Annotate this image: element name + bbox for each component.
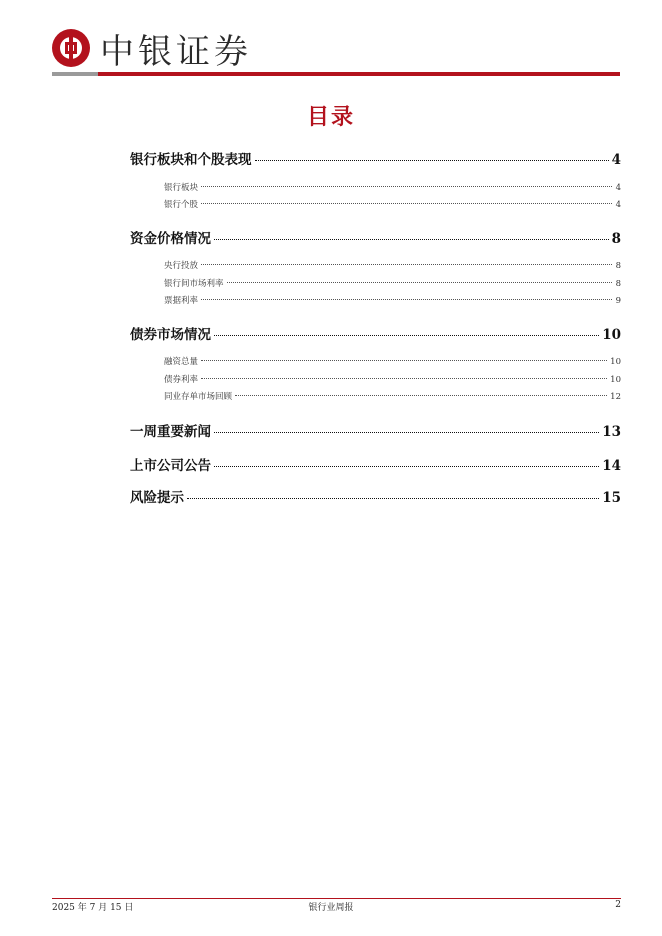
toc-entry[interactable]: [130, 227, 621, 247]
toc-entry-page: 8: [615, 279, 621, 289]
toc-entry-label: 债券市场情况: [130, 327, 211, 343]
toc-entry-page: 9: [615, 296, 621, 306]
leader-dots: [214, 239, 609, 240]
leader-dots: [201, 203, 612, 204]
toc-entry-label: 一周重要新闻: [130, 424, 211, 440]
toc-entry-page: 15: [602, 490, 621, 506]
leader-dots: [201, 186, 612, 187]
toc-entry-page: 10: [610, 357, 621, 367]
brand-logo: [52, 26, 252, 70]
toc-entry[interactable]: [130, 259, 621, 271]
toc-entry-page: 10: [610, 375, 621, 385]
toc-entry[interactable]: [130, 454, 621, 474]
leader-dots: [227, 282, 612, 283]
bank-logo-icon: [52, 29, 90, 67]
toc-entry[interactable]: [130, 277, 621, 289]
toc-entry[interactable]: [130, 390, 621, 402]
footer-page-number: 2: [615, 900, 621, 910]
toc-entry[interactable]: [130, 294, 621, 306]
toc-entry-page: 4: [611, 152, 621, 168]
toc-entry-label: 上市公司公告: [130, 458, 211, 474]
footer-date: 2025 年 7 月 15 日: [52, 903, 134, 913]
footer-divider: [52, 898, 621, 899]
toc-entry-label: 银行板块: [164, 183, 199, 193]
toc-entry[interactable]: [130, 355, 621, 367]
toc-entry-page: 4: [615, 200, 621, 210]
toc-entry[interactable]: [130, 373, 621, 385]
footer-report-type: 银行业周报: [308, 903, 354, 913]
toc-entry-page: 10: [602, 327, 621, 343]
leader-dots: [187, 498, 599, 499]
toc-entry[interactable]: [130, 486, 621, 506]
toc-entry[interactable]: [130, 420, 621, 440]
toc-entry-page: 8: [611, 231, 621, 247]
toc-entry-label: 票据利率: [164, 296, 199, 306]
toc-entry-label: 银行板块和个股表现: [130, 152, 252, 168]
toc-entry-label: 同业存单市场回顾: [164, 392, 233, 402]
leader-dots: [214, 335, 599, 336]
leader-dots: [214, 432, 599, 433]
toc-entry-label: 银行个股: [164, 200, 199, 210]
toc-entry-page: 8: [615, 261, 621, 271]
toc-entry-label: 债券利率: [164, 375, 199, 385]
header-divider-red: [98, 72, 620, 76]
leader-dots: [235, 395, 607, 396]
leader-dots: [201, 378, 607, 379]
leader-dots: [201, 360, 607, 361]
toc-entry-page: 4: [615, 183, 621, 193]
brand-name: 中银证券: [100, 31, 252, 72]
toc-entry-page: 13: [602, 424, 621, 440]
toc-entry-label: 融资总量: [164, 357, 199, 367]
toc-entry-label: 风险提示: [130, 490, 184, 506]
toc-entry[interactable]: [130, 198, 621, 210]
leader-dots: [201, 264, 612, 265]
toc-title: 目录: [306, 104, 355, 130]
toc-entry-page: 12: [610, 392, 621, 402]
toc-entry-label: 央行投放: [164, 261, 199, 271]
header-divider-gray: [52, 72, 98, 76]
toc-entry-page: 14: [602, 458, 621, 474]
toc-entry[interactable]: [130, 323, 621, 343]
toc-entry-label: 资金价格情况: [130, 231, 211, 247]
toc-entry[interactable]: [130, 181, 621, 193]
toc-entry[interactable]: [130, 148, 621, 168]
leader-dots: [255, 160, 609, 161]
leader-dots: [201, 299, 612, 300]
leader-dots: [214, 466, 599, 467]
toc-entry-label: 银行间市场利率: [164, 279, 224, 289]
